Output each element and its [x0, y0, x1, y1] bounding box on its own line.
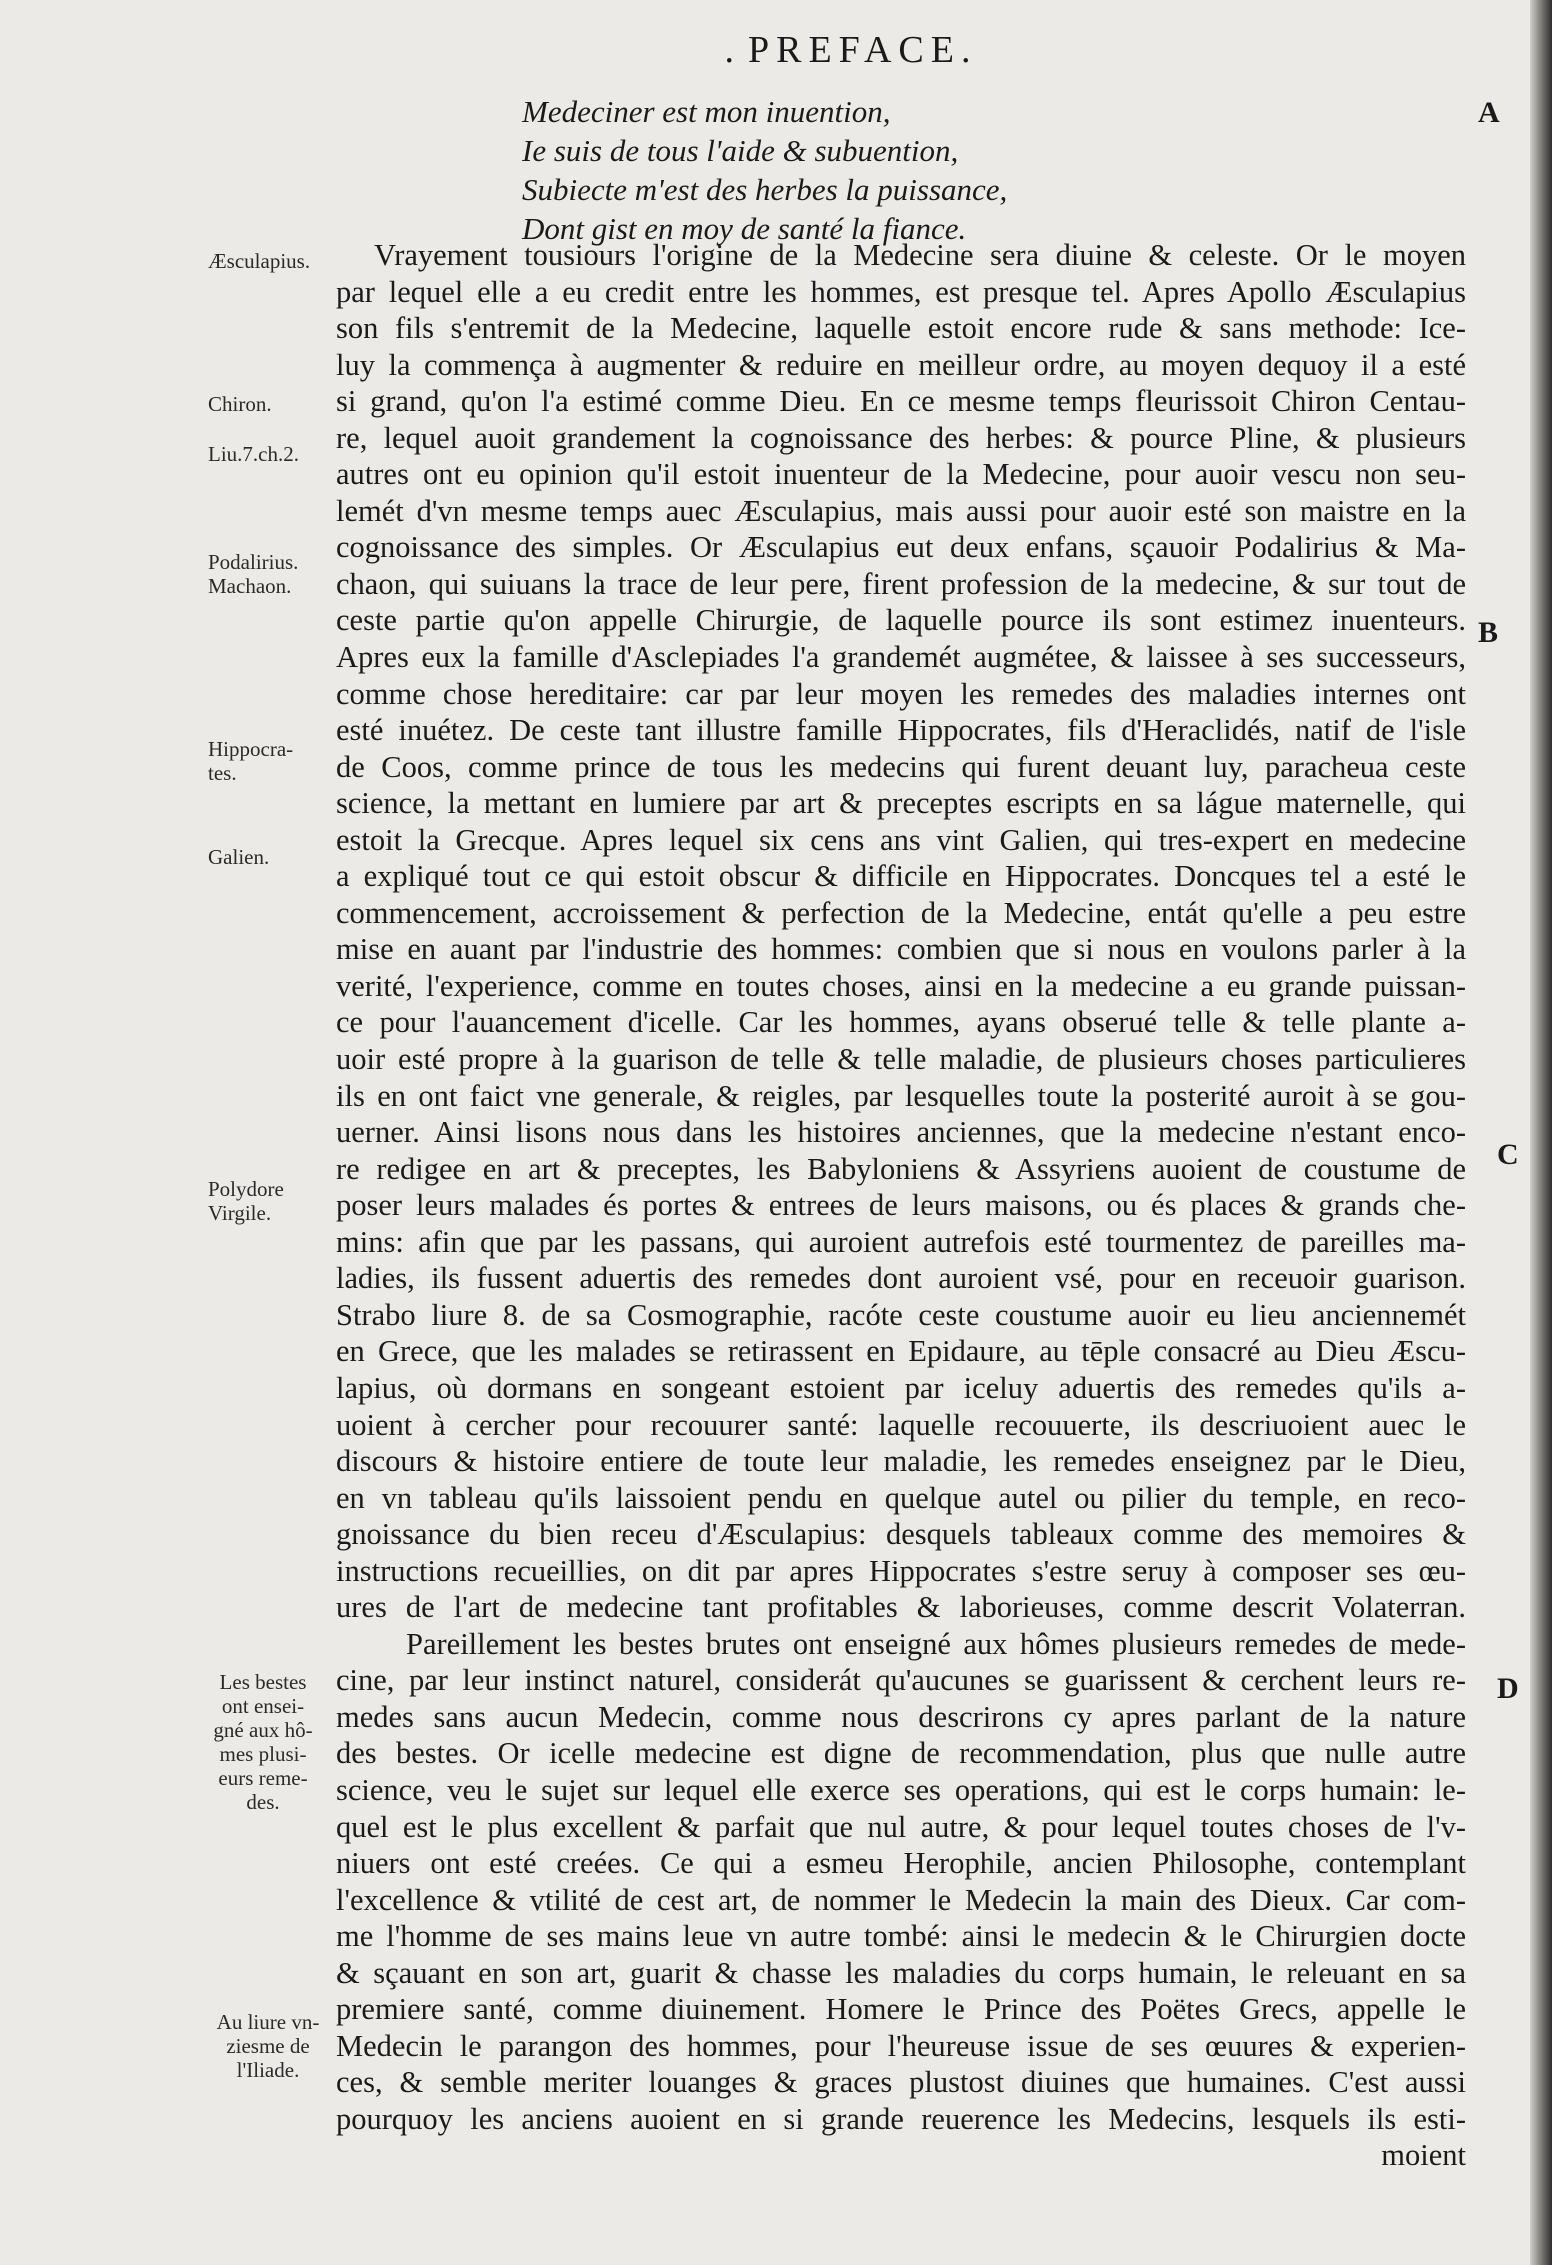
section-letter-c: C [1497, 1138, 1519, 1171]
margin-note-virgile: Virgile. [208, 1201, 272, 1225]
margin-note-aesculapius: Æsculapius. [208, 249, 311, 273]
text-line: si grand, qu'on l'a estimé comme Dieu. En ce mesme temps fleurissoit Chiron Centau- [336, 384, 1466, 419]
text-line: cine, par leur instinct naturel, considerát qu'aucunes se guarissent & cerchent leurs re- [336, 1663, 1466, 1698]
catchword: moient [1381, 2138, 1466, 2173]
text-line: Vrayement tousiours l'origine de la Medecine sera diuine & celeste. Or le moyen [374, 238, 1466, 272]
running-head-text: PREFACE. [747, 29, 978, 71]
margin-note-polydore: Polydore [208, 1177, 284, 1201]
verse-line: Ie suis de tous l'aide & subuention, [522, 133, 959, 168]
section-letter-b: B [1478, 616, 1499, 649]
text-line: science, la mettant en lumiere par art & preceptes escripts en sa lágue maternelle, qui [336, 786, 1466, 821]
text-line: pourquoy les anciens auoient en si grande reuerence les Medecins, lesquels ils esti- [336, 2101, 1466, 2136]
verse-line: Subiecte m'est des herbes la puissance, [522, 172, 1008, 207]
text-line: luy la commença à augmenter & reduire en meilleur ordre, au moyen dequoy il a esté [336, 347, 1466, 382]
text-line: mise en auant par l'industrie des hommes: combien que si nous en voulons parler à la [336, 932, 1466, 967]
text-line: lemét d'vn mesme temps auec Æsculapius, mais aussi pour auoir esté son maistre en la [336, 493, 1466, 528]
text-line: en vn tableau qu'ils laissoient pendu en quelque autel ou pilier du temple, en reco- [336, 1480, 1466, 1515]
text-line: chaon, qui suiuans la trace de leur pere, firent profession de la medecine, & sur tout de [336, 566, 1466, 601]
text-line: & sçauant en son art, guarit & chasse les maladies du corps humain, le releuant en sa [336, 1955, 1466, 1990]
text-line: verité, l'experience, comme en toutes choses, ainsi en la medecine a eu grande puissan- [336, 968, 1466, 1003]
text-line: a expliqué tout ce qui estoit obscur & difficile en Hippocrates. Doncques tel a esté le [336, 859, 1466, 894]
margin-note-pliny-ref: Liu.7.ch.2. [208, 442, 299, 466]
text-line: premiere santé, comme diuinement. Homere le Prince des Poëtes Grecs, appelle le [336, 1992, 1466, 2027]
margin-note-hippocrates: Hippocra- [208, 737, 294, 761]
text-line: re, lequel auoit grandement la cognoissance des herbes: & pource Pline, & plusieurs [336, 420, 1466, 455]
text-line: re redigee en art & preceptes, les Babyloniens & Assyriens auoient de coustume de [336, 1151, 1466, 1186]
page-gutter-shadow [1530, 0, 1552, 2265]
text-line: me l'homme de ses mains leue vn autre tombé: ainsi le medecin & le Chirurgien docte [336, 1919, 1466, 1954]
margin-note-hippocrates-cont: tes. [208, 761, 237, 785]
verse-line: Dont gist en moy de santé la fiance. [522, 211, 967, 246]
section-letter-a: A [1478, 96, 1500, 129]
text-line: estoit la Grecque. Apres lequel six cens ans vint Galien, qui tres-expert en medecine [336, 822, 1466, 857]
text-line: medes sans aucun Medecin, comme nous descrirons cy apres parlant de la nature [336, 1699, 1466, 1734]
text-line: uoir esté propre à la guarison de telle & telle maladie, de plusieurs choses particulieres [336, 1042, 1466, 1077]
verse-line: Medeciner est mon inuention, [522, 94, 891, 129]
text-line: cognoissance des simples. Or Æsculapius eut deux enfans, sçauoir Podalirius & Ma- [336, 530, 1466, 565]
text-line: mins: afin que par les passans, qui auroient autrefois esté tourmentez de pareilles ma- [336, 1224, 1466, 1259]
text-line: ceste partie qu'on appelle Chirurgie, de laquelle pource ils sont estimez inuenteurs. [336, 603, 1466, 638]
text-line: commencement, accroissement & perfection de la Medecine, entát qu'elle a peu estre [336, 895, 1466, 930]
margin-note-chiron: Chiron. [208, 392, 272, 416]
text-line: en Grece, que les malades se retirassent en Epidaure, au tēple consacré au Dieu Æscu- [336, 1334, 1466, 1369]
text-line: niuers ont esté creées. Ce qui a esmeu Herophile, ancien Philosophe, contemplant [336, 1846, 1466, 1881]
text-line: son fils s'entremit de la Medecine, laquelle estoit encore rude & sans methode: Ice- [336, 311, 1466, 346]
running-head: . PREFACE. [724, 29, 978, 71]
text-line: esté inuétez. De ceste tant illustre famille Hippocrates, fils d'Heraclidés, natif de l'isle [336, 713, 1466, 748]
text-line: des bestes. Or icelle medecine est digne de recommendation, plus que nulle autre [336, 1736, 1466, 1771]
text-line: science, veu le sujet sur lequel elle exerce ses operations, qui est le corps humain: le- [336, 1772, 1466, 1807]
text-line: Strabo liure 8. de sa Cosmographie, racóte ceste coustume auoir eu lieu anciennemét [336, 1297, 1466, 1332]
text-line: lapius, où dormans en songeant estoient par iceluy aduertis des remedes qu'ils a- [336, 1370, 1466, 1405]
text-line: ce pour l'auancement d'icelle. Car les hommes, ayans obserué telle & telle plante a- [336, 1005, 1466, 1040]
margin-note-machaon: Machaon. [208, 574, 292, 598]
text-line: Pareillement les bestes brutes ont enseigné aux hômes plusieurs remedes de mede- [406, 1626, 1466, 1661]
margin-note-podalirius: Podalirius. [208, 550, 299, 574]
text-line: ures de l'art de medecine tant profitables & laborieuses, comme descrit Volaterran. [336, 1590, 1466, 1625]
section-letter-d: D [1497, 1672, 1519, 1705]
margin-note-bestes: Les bestes ont ensei- gné aux hô- mes plusi- eurs reme- des. [213, 1670, 313, 1814]
text-line: ils en ont faict vne generale, & reigles, par lesquelles toute la posterité auroit à se gou- [336, 1078, 1466, 1113]
text-line: Medecin le parangon des hommes, pour l'heureuse issue de ses œuures & experien- [336, 2028, 1466, 2063]
text-line: discours & histoire entiere de toute leur maladie, les remedes enseignez par le Dieu, [336, 1444, 1466, 1479]
text-line: gnoissance du bien receu d'Æsculapius: desquels tableaux comme des memoires & [336, 1517, 1466, 1552]
body-text [336, 237, 1466, 2174]
text-line: de Coos, comme prince de tous les medecins qui furent deuant luy, paracheua ceste [336, 749, 1466, 784]
verse-epigraph [522, 92, 1222, 248]
text-line: l'excellence & vtilité de cest art, de nommer le Medecin la main des Dieux. Car com- [336, 1882, 1466, 1917]
text-line: instructions recueillies, on dit par apres Hippocrates s'estre seruy à composer ses œu- [336, 1553, 1466, 1588]
text-line: Apres eux la famille d'Asclepiades l'a grandemét augmétee, & laissee à ses successeurs, [336, 640, 1466, 675]
text-line: autres ont eu opinion qu'il estoit inuenteur de la Medecine, pour auoir vescu non seu- [336, 457, 1466, 492]
margin-note-iliade: Au liure vn- ziesme de l'Iliade. [216, 2010, 320, 2082]
text-line: comme chose hereditaire: car par leur moyen les remedes des maladies internes ont [336, 676, 1466, 711]
text-line: ces, & semble meriter louanges & graces plustost diuines que humaines. C'est aussi [336, 2065, 1466, 2100]
text-line: poser leurs malades és portes & entrees de leurs maisons, ou és places & grands che- [336, 1188, 1466, 1223]
margin-note-galien: Galien. [208, 845, 270, 869]
text-line: quel est le plus excellent & parfait que nul autre, & pour lequel toutes choses de l'v- [336, 1809, 1466, 1844]
text-line: uoient à cercher pour recouurer santé: laquelle recouuerte, ils descriuoient auec le [336, 1407, 1466, 1442]
text-line: par lequel elle a eu credit entre les hommes, est presque tel. Apres Apollo Æsculapius [336, 274, 1466, 309]
text-line: ladies, ils fussent aduertis des remedes dont auroient vsé, pour en receuoir guarison. [336, 1261, 1466, 1296]
text-line: uerner. Ainsi lisons nous dans les histoires anciennes, que la medecine n'estant enco- [336, 1115, 1466, 1150]
